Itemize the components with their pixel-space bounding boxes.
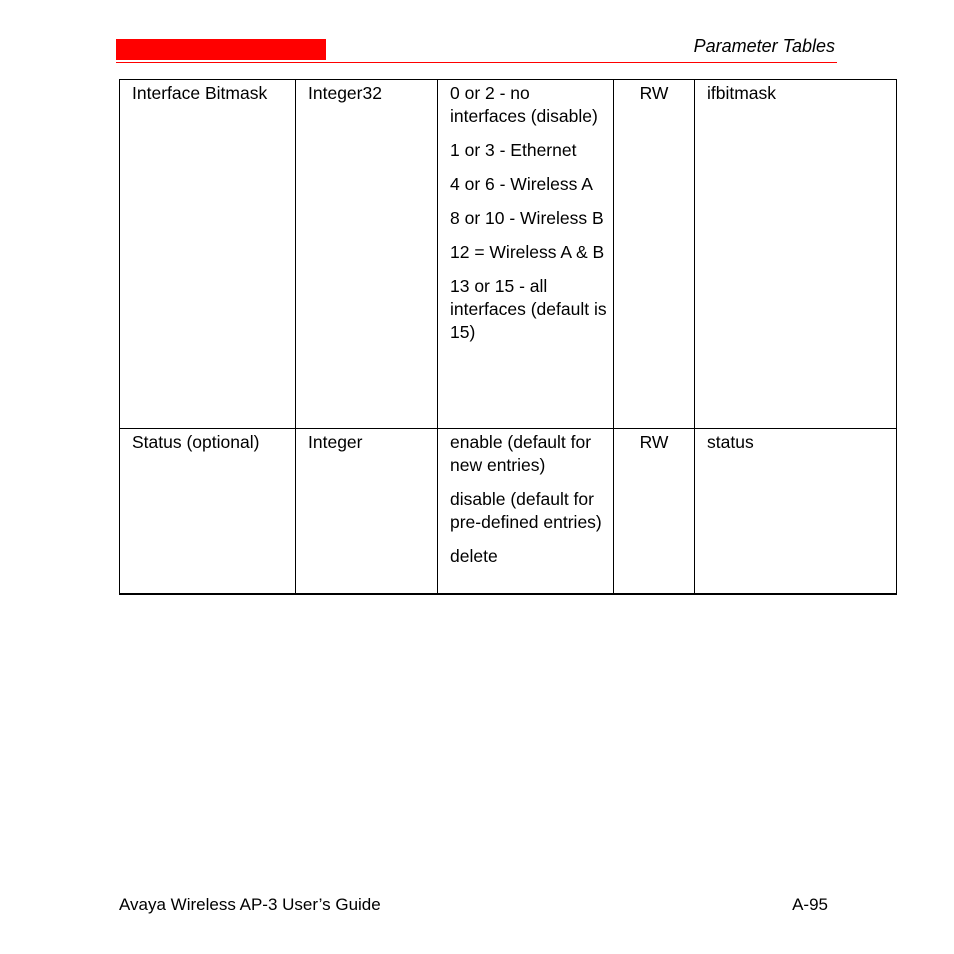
footer-doc-title: Avaya Wireless AP-3 User’s Guide [119, 895, 381, 914]
header-title: Parameter Tables [693, 36, 835, 56]
param-value: 1 or 3 - Ethernet [450, 140, 577, 160]
param-access: RW [614, 429, 695, 595]
table-row [120, 80, 897, 429]
parameter-table [119, 79, 897, 595]
param-value: disable (default for pre-defined entries) [450, 489, 602, 532]
param-value: 12 = Wireless A & B [450, 242, 605, 262]
param-value: 13 or 15 - all interfaces (default is 15) [450, 276, 607, 342]
param-type: Integer [296, 429, 438, 595]
param-value: 4 or 6 - Wireless A [450, 174, 593, 194]
param-name: Interface Bitmask [120, 80, 296, 429]
param-values [438, 80, 614, 429]
footer-page-number: A-95 [792, 895, 828, 914]
param-mib: ifbitmask [695, 80, 897, 429]
param-access: RW [614, 80, 695, 429]
param-type: Integer32 [296, 80, 438, 429]
param-name: Status (optional) [120, 429, 296, 595]
table-row [120, 429, 897, 595]
param-value: enable (default for new entries) [450, 432, 592, 475]
param-value: 8 or 10 - Wireless B [450, 208, 604, 228]
header-red-bar [116, 39, 326, 60]
param-value: 0 or 2 - no interfaces (disable) [450, 83, 598, 126]
param-value: delete [450, 546, 498, 566]
header-rule [116, 62, 837, 63]
param-mib: status [695, 429, 897, 595]
param-values [438, 429, 614, 595]
